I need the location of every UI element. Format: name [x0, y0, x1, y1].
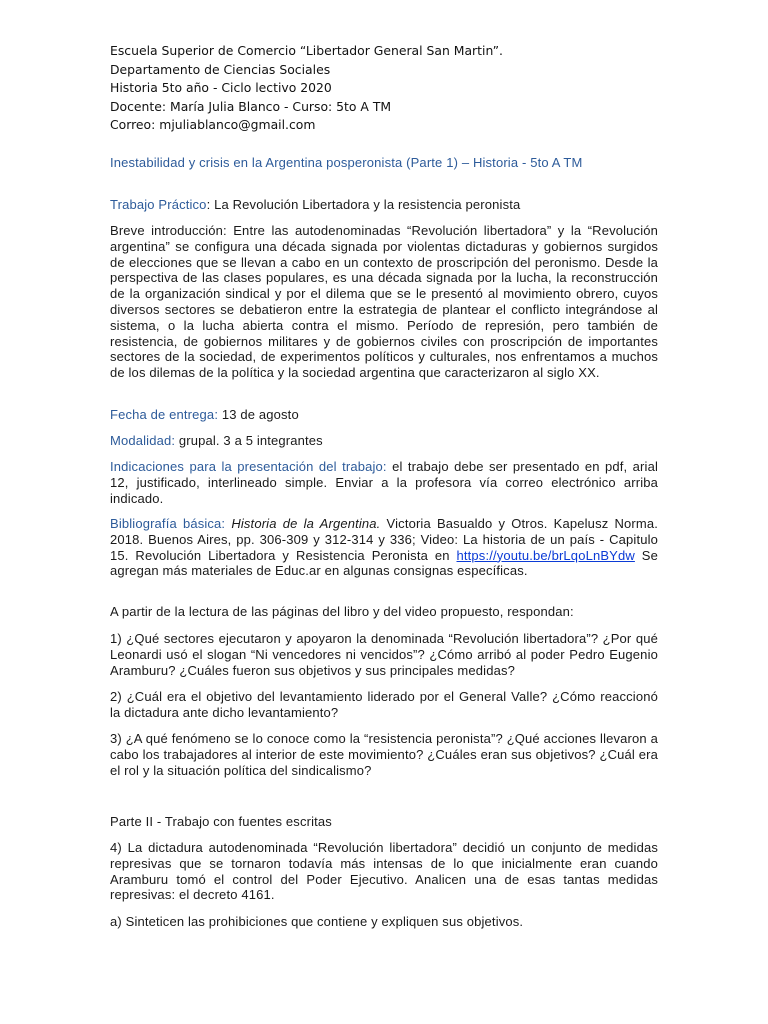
- fecha-sep: :: [214, 407, 222, 422]
- question-1: 1) ¿Qué sectores ejecutaron y apoyaron la denominada “Revolución libertadora”? ¿Por qué Leonardi usó el slogan “Ni vencedores ni vencidos”? ¿Cómo arribó al poder Pedro Eugenio Aramburu? ¿Cuáles fueron sus objetivos y sus principales medidas?: [110, 631, 658, 678]
- indicaciones-value: el trabajo debe ser presentado en pdf, arial 12, justificado, interlineado simple. Enviar a la profesora vía correo electrónico arriba indicado.: [110, 459, 658, 506]
- bibliografia-paragraph: [110, 516, 658, 579]
- tp-label: Trabajo Práctico: [110, 197, 207, 212]
- video-link[interactable]: https://youtu.be/brLqoLnBYdw: [456, 547, 635, 563]
- document-title: Inestabilidad y crisis en la Argentina posperonista (Parte 1) – Historia - 5to A TM: [110, 155, 583, 170]
- question-4: 4) La dictadura autodenominada “Revolución libertadora” decidió un conjunto de medidas represivas que se tornaron todavía más intensas de lo que inicialmente eran cuando Aramburu tomó el control del Poder Ejecutivo. Analicen una de esas tantas medidas represivas: el decreto 4161.: [110, 840, 658, 903]
- course-info: Historia 5to año - Ciclo lectivo 2020: [110, 80, 332, 95]
- bibliografia-label: Bibliografía básica:: [110, 516, 226, 531]
- indicaciones-label: Indicaciones para la presentación del trabajo:: [110, 459, 387, 474]
- document-header: [110, 42, 503, 135]
- modalidad-value: grupal. 3 a 5 integrantes: [175, 433, 323, 448]
- email-info: Correo: mjuliablanco@gmail.com: [110, 117, 316, 132]
- question-2: 2) ¿Cuál era el objetivo del levantamiento liderado por el General Valle? ¿Cómo reaccionó la dictadura ante dicho levantamiento?: [110, 689, 658, 720]
- teacher-info: Docente: María Julia Blanco - Curso: 5to A TM: [110, 98, 392, 114]
- bibliografia-text1: Victoria Basualdo y Otros. Kapelusz Norma. 2018. Buenos Aires, pp. 306-309 y 312-314 y 336; Video: La historia de un país - Capitulo 15. Revolución Libertadora y Resistencia Peronista en: [110, 516, 659, 563]
- fecha-value: 13 de agosto: [221, 407, 299, 422]
- department-name: Departamento de Ciencias Sociales: [110, 61, 331, 77]
- part2-title: Parte II - Trabajo con fuentes escritas: [110, 814, 332, 829]
- tp-value: La Revolución Libertadora y la resistencia peronista: [214, 197, 521, 212]
- question-3: 3) ¿A qué fenómeno se lo conoce como la “resistencia peronista”? ¿Qué acciones llevaron a cabo los trabajadores al interior de este movimiento? ¿Cuáles eran sus objetivos? ¿Cuál era el rol y la situación política del sindicalismo?: [110, 731, 658, 778]
- intro-paragraph: Breve introducción: Entre las autodenominadas “Revolución libertadora” y la “Revolución argentina” se configura una década signada por violentas dictaduras y gobiernos surgidos de elecciones que se llevan a cabo en un contexto de proscripción del peronismo. Desde la perspectiva de las clases populares, es una década signada por la lucha, la reconstrucción de la organización sindical y por el dilema que se le presentó al movimiento obrero, cuyos diversos sectores se debatieron entre la estrategia de plantear el conflicto integrándose al sistema, o la lucha abierta contra el mismo. Período de represión, pero también de resistencia, de gobiernos militares y de gobiernos civiles con proscripción de importantes sectores de la sociedad, de experimentos políticos y culturales, nos enfrentamos a muchos de los dilemas de la política y la sociedad argentina que caracterizaron al siglo XX.: [110, 223, 658, 381]
- fecha-line: [110, 407, 658, 423]
- indicaciones-paragraph: [110, 459, 658, 506]
- trabajo-practico-line: [110, 197, 658, 213]
- question-4a: a) Sinteticen las prohibiciones que contiene y expliquen sus objetivos.: [110, 914, 524, 929]
- modalidad-label: Modalidad:: [110, 433, 176, 448]
- questions-prompt: A partir de la lectura de las páginas del libro y del video propuesto, respondan:: [110, 604, 574, 619]
- tp-sep: :: [206, 197, 215, 212]
- school-name: Escuela Superior de Comercio “Libertador General San Martin”.: [110, 43, 503, 58]
- bibliografia-book: Historia de la Argentina.: [231, 516, 381, 531]
- modalidad-line: [110, 433, 658, 449]
- fecha-label: Fecha de entrega: [110, 407, 215, 422]
- bibliografia-text2: Se agregan más materiales de Educ.ar en algunas consignas específicas.: [110, 547, 658, 579]
